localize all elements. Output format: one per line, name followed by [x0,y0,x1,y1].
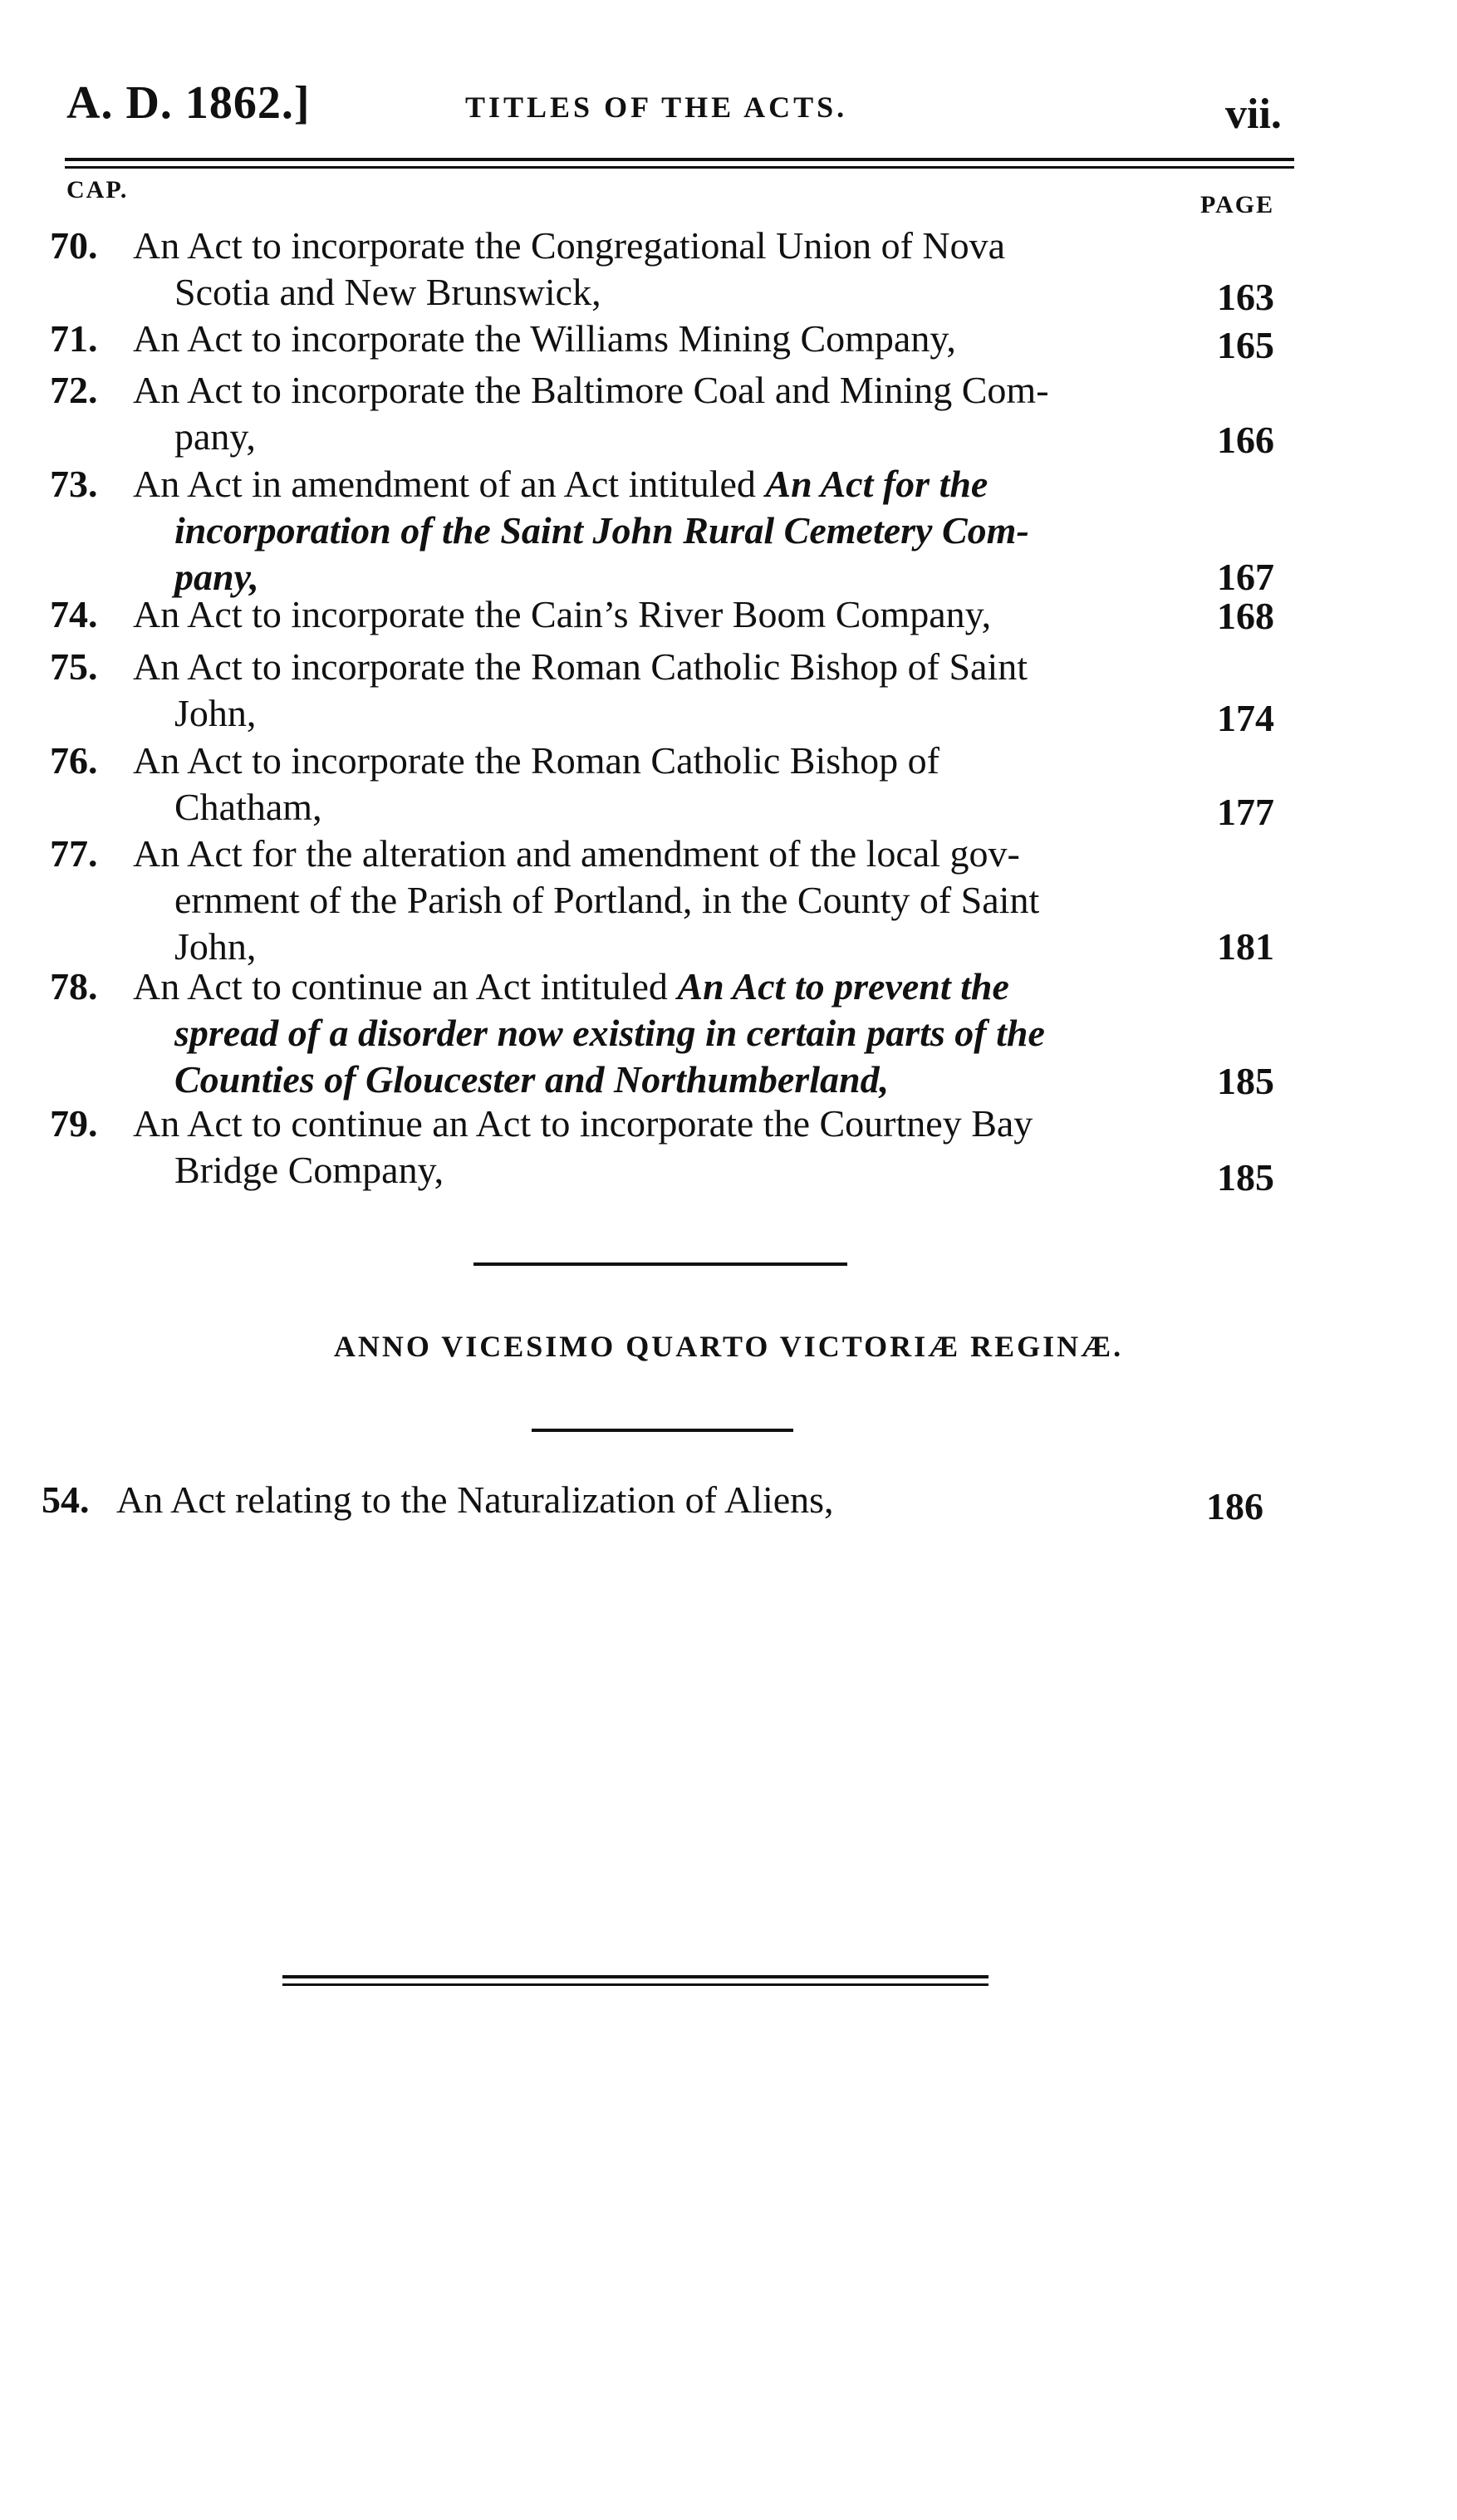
act-title: An Act for the alteration and amendment of the local gov- ernment of the Parish of Portland, in the County of Saint John, [133,832,1040,968]
section-divider-rule [473,1262,847,1266]
act-number: 74. [50,593,98,635]
act-number: 70. [50,224,98,267]
act-page: 181 [1217,925,1274,968]
column-heading-cap: CAP. [66,176,129,203]
act-entry [50,1101,1396,1200]
running-head-title: TITLES OF THE ACTS. [465,91,848,124]
act-page: 165 [1217,324,1274,366]
act-title: An Act to incorporate the Congregational Union of Nova Scotia and New Brunswick, [133,224,1006,313]
act-entry [50,963,1396,1105]
act-entry [50,367,1396,467]
act-title: An Act to incorporate the Roman Catholic Bishop of Chatham, [133,739,939,828]
act-entry [50,223,1396,322]
act-number: 73. [50,463,98,505]
running-head-date: A. D. 1862.] [66,77,311,129]
act-title: An Act to continue an Act intituled An Act to prevent the spread of a disorder now existing in certain parts of the Counties of Gloucester and Northumberland, [133,965,1045,1101]
act-entry [50,738,1396,837]
act-page: 167 [1217,556,1274,598]
act-page: 185 [1217,1156,1274,1199]
header-double-rule [65,158,1294,161]
act-entry [50,591,1396,641]
act-title: An Act relating to the Naturalization of Aliens, [116,1478,834,1521]
act-title: An Act to incorporate the Roman Catholic Bishop of Saint John, [133,645,1028,734]
section-heading: ANNO VICESIMO QUARTO VICTORIÆ REGINÆ. [333,1330,1124,1363]
section-divider-rule [532,1429,793,1432]
act-number: 75. [50,645,98,688]
act-number: 76. [50,739,98,782]
page-number: vii. [1225,91,1282,138]
act-title: An Act in amendment of an Act intituled An Act for the incorporation of the Saint John Rural Cemetery Com- pany, [133,463,1029,598]
act-entry [50,644,1396,743]
act-number: 79. [50,1102,98,1145]
column-heading-page: PAGE [1200,191,1275,218]
act-page: 166 [1217,419,1274,461]
act-title: An Act to incorporate the Cain’s River Boom Company, [133,593,992,635]
act-number: 72. [50,369,98,411]
act-page: 186 [1206,1485,1263,1527]
act-entry [50,831,1396,972]
act-page: 177 [1217,791,1274,833]
act-number: 71. [50,317,98,360]
act-page: 185 [1217,1060,1274,1102]
act-page: 168 [1217,595,1274,637]
act-title: An Act to continue an Act to incorporate the Courtney Bay Bridge Company, [133,1102,1033,1191]
act-number: 78. [50,965,98,1008]
act-entry [50,461,1396,602]
act-entry [42,1477,1387,1527]
act-page: 163 [1217,276,1274,318]
act-page: 174 [1217,697,1274,739]
act-title: An Act to incorporate the Baltimore Coal and Mining Com- pany, [133,369,1049,458]
closing-double-rule [282,1975,989,1978]
act-entry [50,316,1396,365]
act-number: 77. [50,832,98,875]
act-number: 54. [42,1478,90,1521]
act-title: An Act to incorporate the Williams Mining Company, [133,317,956,360]
